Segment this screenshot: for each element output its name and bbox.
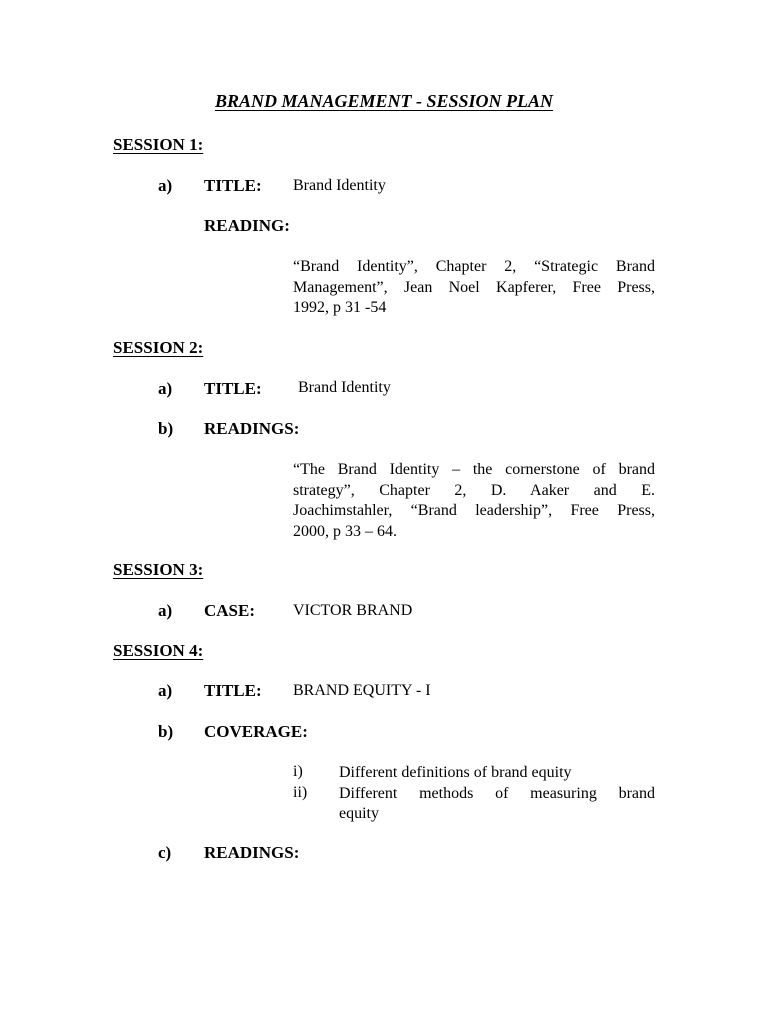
session-4-readings-label: READINGS: bbox=[204, 843, 300, 862]
session-1-reading-label: READING: bbox=[204, 216, 290, 235]
coverage-item-line: equity bbox=[339, 805, 379, 822]
session-2-reading-line: “The Brand Identity – the cornerstone of brand bbox=[293, 461, 655, 478]
session-2-title-value: Brand Identity bbox=[298, 379, 391, 396]
session-2-reading-text bbox=[293, 460, 655, 542]
session-2-reading-line: strategy”, Chapter 2, D. Aaker and E. bbox=[293, 481, 655, 499]
coverage-item-text bbox=[339, 784, 655, 824]
coverage-item-marker: i) bbox=[293, 763, 303, 780]
session-3-heading: SESSION 3: bbox=[113, 560, 204, 579]
session-1-title-label: TITLE: bbox=[204, 176, 262, 195]
session-2-readings-label: READINGS: bbox=[204, 419, 300, 438]
session-4-title-value: BRAND EQUITY - I bbox=[293, 682, 431, 699]
document-title: BRAND MANAGEMENT - SESSION PLAN bbox=[214, 91, 554, 111]
session-2-title-marker: a) bbox=[158, 379, 173, 398]
session-1-title-marker: a) bbox=[158, 176, 173, 195]
session-4-readings-marker: c) bbox=[158, 843, 172, 862]
session-2-readings-marker: b) bbox=[158, 419, 174, 438]
session-2-reading-line: Joachimstahler, “Brand leadership”, Free Press, bbox=[293, 502, 655, 519]
coverage-item-line: Different definitions of brand equity bbox=[339, 764, 572, 781]
session-1-heading: SESSION 1: bbox=[113, 135, 204, 154]
coverage-item-marker: ii) bbox=[293, 784, 308, 801]
session-4-coverage-marker: b) bbox=[158, 722, 174, 741]
session-3-case-marker: a) bbox=[158, 601, 173, 620]
session-2-heading: SESSION 2: bbox=[113, 338, 204, 357]
session-1-reading-line: Management”, Jean Noel Kapferer, Free Press, bbox=[293, 278, 655, 296]
session-4-coverage-label: COVERAGE: bbox=[204, 722, 308, 741]
session-1-reading-line: 1992, p 31 -54 bbox=[293, 299, 387, 316]
session-4-title-label: TITLE: bbox=[204, 681, 262, 700]
coverage-item-text bbox=[339, 763, 655, 783]
session-4-title-marker: a) bbox=[158, 681, 173, 700]
session-1-title-value: Brand Identity bbox=[293, 177, 386, 194]
session-1-reading-text bbox=[293, 257, 655, 319]
coverage-item-line: Different methods of measuring brand bbox=[339, 785, 655, 802]
session-3-case-value: VICTOR BRAND bbox=[293, 602, 413, 619]
session-2-reading-line: 2000, p 33 – 64. bbox=[293, 522, 397, 540]
session-4-heading: SESSION 4: bbox=[113, 641, 204, 660]
session-3-case-label: CASE: bbox=[204, 601, 256, 620]
session-2-title-label: TITLE: bbox=[204, 379, 262, 398]
session-1-reading-line: “Brand Identity”, Chapter 2, “Strategic Brand bbox=[293, 258, 655, 275]
